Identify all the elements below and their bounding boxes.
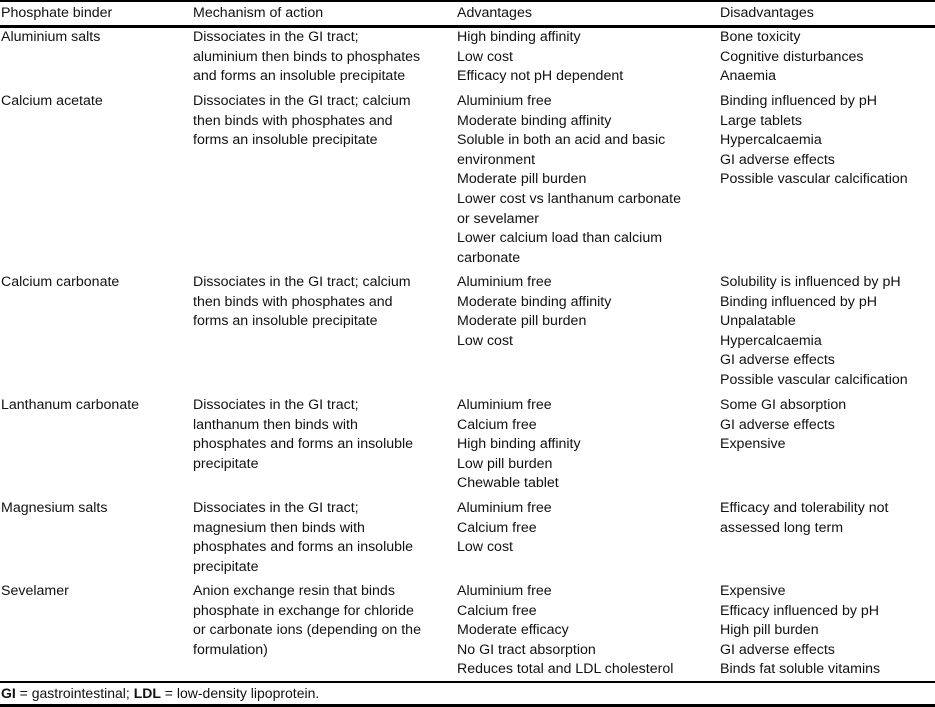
cell-line: or sevelamer xyxy=(457,210,540,227)
cell-line: Aluminium free xyxy=(457,274,552,290)
cell-line: Low cost xyxy=(457,539,513,556)
cell-disadvantages xyxy=(720,582,880,680)
cell-line: Aluminium free xyxy=(457,500,552,516)
cell-line: Unpalatable xyxy=(720,313,796,330)
header-advantages: Advantages xyxy=(457,5,532,21)
table-footnote xyxy=(1,684,319,703)
cell-line: Dissociates in the GI tract; calcium xyxy=(193,93,411,109)
cell-line: forms an insoluble precipitate xyxy=(193,132,378,149)
cell-line: GI adverse effects xyxy=(720,641,835,658)
cell-disadvantages xyxy=(720,92,908,190)
cell-line: Expensive xyxy=(720,436,786,453)
cell-line: Hypercalcaemia xyxy=(720,332,822,349)
cell-line: Bone toxicity xyxy=(720,29,801,45)
cell-line: precipitate xyxy=(193,558,259,575)
cell-line: Large tablets xyxy=(720,112,803,129)
cell-line: Possible vascular calcification xyxy=(720,171,908,188)
cell-line: precipitate xyxy=(193,455,259,472)
cell-line: GI adverse effects xyxy=(720,416,835,433)
cell-line: Efficacy and tolerability not xyxy=(720,500,889,516)
cell-line: Dissociates in the GI tract; xyxy=(193,500,359,516)
table-top-rule xyxy=(0,0,935,2)
cell-phosphate-binder xyxy=(1,273,119,293)
cell-line: forms an insoluble precipitate xyxy=(193,313,378,330)
cell-phosphate-binder xyxy=(1,92,103,112)
cell-line: Expensive xyxy=(720,583,786,599)
cell-line: Lanthanum carbonate xyxy=(1,397,140,413)
table-header-row xyxy=(0,4,935,24)
header-mechanism: Mechanism of action xyxy=(193,5,324,21)
cell-line: Efficacy influenced by pH xyxy=(720,602,880,619)
cell-disadvantages xyxy=(720,396,846,455)
cell-line: phosphates and forms an insoluble xyxy=(193,436,414,453)
cell-line: then binds with phosphates and xyxy=(193,112,393,129)
cell-line: or carbonate ions (depending on the xyxy=(193,622,421,639)
cell-line: Dissociates in the GI tract; calcium xyxy=(193,274,411,290)
cell-line: Aluminium free xyxy=(457,93,552,109)
cell-line: Dissociates in the GI tract; xyxy=(193,397,359,413)
cell-line: and forms an insoluble precipitate xyxy=(193,68,406,85)
cell-advantages xyxy=(457,28,623,87)
cell-line: phosphates and forms an insoluble xyxy=(193,539,414,556)
cell-line: Moderate efficacy xyxy=(457,622,569,639)
cell-line: aluminium then binds to phosphates xyxy=(193,48,421,65)
cell-phosphate-binder xyxy=(1,582,69,602)
cell-line: Hypercalcaemia xyxy=(720,132,822,149)
cell-line: Sevelamer xyxy=(1,583,69,599)
footnote-abbr-gi: GI xyxy=(1,685,16,701)
cell-phosphate-binder xyxy=(1,499,107,519)
cell-line: Anaemia xyxy=(720,68,776,85)
cell-line: formulation) xyxy=(193,641,268,658)
cell-advantages xyxy=(457,582,673,680)
footnote-def-ldl: = low-density lipoprotein. xyxy=(160,685,320,701)
cell-line: Low cost xyxy=(457,48,513,65)
cell-line: High binding affinity xyxy=(457,29,581,45)
cell-line: Dissociates in the GI tract; xyxy=(193,29,359,45)
cell-line: Moderate pill burden xyxy=(457,171,587,188)
cell-advantages xyxy=(457,396,581,494)
cell-line: Chewable tablet xyxy=(457,475,559,492)
header-disadvantages: Disadvantages xyxy=(720,5,814,21)
cell-phosphate-binder xyxy=(1,28,100,48)
cell-line: Calcium free xyxy=(457,602,537,619)
cell-line: Calcium acetate xyxy=(1,93,103,109)
cell-advantages xyxy=(457,499,552,558)
cell-disadvantages xyxy=(720,273,908,391)
cell-advantages xyxy=(457,92,681,268)
cell-line: Low cost xyxy=(457,332,513,349)
cell-line: Cognitive disturbances xyxy=(720,48,864,65)
cell-line: magnesium then binds with xyxy=(193,519,365,536)
cell-line: Magnesium salts xyxy=(1,500,108,516)
footnote-abbr-ldl: LDL xyxy=(133,685,161,701)
cell-line: Aluminium salts xyxy=(1,29,101,45)
cell-mechanism xyxy=(193,92,411,151)
cell-line: Some GI absorption xyxy=(720,397,847,413)
cell-line: No GI tract absorption xyxy=(457,641,596,658)
cell-line: Binding influenced by pH xyxy=(720,93,877,109)
table-body-end-rule xyxy=(0,681,935,683)
cell-line: assessed long term xyxy=(720,519,844,536)
cell-line: Aluminium free xyxy=(457,583,552,599)
cell-phosphate-binder xyxy=(1,396,139,416)
cell-line: Calcium carbonate xyxy=(1,274,120,290)
cell-line: Anion exchange resin that binds xyxy=(193,583,395,599)
cell-line: Aluminium free xyxy=(457,397,552,413)
cell-line: High pill burden xyxy=(720,622,819,639)
cell-line: High binding affinity xyxy=(457,436,581,453)
cell-mechanism xyxy=(193,582,421,660)
cell-advantages xyxy=(457,273,611,351)
cell-line: Calcium free xyxy=(457,416,537,433)
cell-disadvantages xyxy=(720,499,889,538)
cell-line: Lower calcium load than calcium xyxy=(457,230,663,247)
cell-line: then binds with phosphates and xyxy=(193,293,393,310)
footnote-def-gi: = gastrointestinal; xyxy=(15,685,134,701)
cell-line: Reduces total and LDL cholesterol xyxy=(457,661,674,678)
cell-line: GI adverse effects xyxy=(720,352,835,369)
cell-mechanism xyxy=(193,28,420,87)
cell-line: Moderate pill burden xyxy=(457,313,587,330)
cell-line: Efficacy not pH dependent xyxy=(457,68,624,85)
cell-mechanism xyxy=(193,273,411,332)
cell-line: phosphate in exchange for chloride xyxy=(193,602,414,619)
cell-line: Possible vascular calcification xyxy=(720,371,908,388)
cell-line: environment xyxy=(457,151,536,168)
cell-line: Binds fat soluble vitamins xyxy=(720,661,881,678)
cell-mechanism xyxy=(193,396,413,474)
cell-line: carbonate xyxy=(457,249,521,266)
cell-line: Lower cost vs lanthanum carbonate xyxy=(457,190,681,207)
cell-line: Solubility is influenced by pH xyxy=(720,274,901,290)
cell-line: Moderate binding affinity xyxy=(457,112,612,129)
cell-line: Soluble in both an acid and basic xyxy=(457,132,666,149)
cell-disadvantages xyxy=(720,28,864,87)
cell-line: Moderate binding affinity xyxy=(457,293,612,310)
cell-line: Binding influenced by pH xyxy=(720,293,877,310)
cell-line: Calcium free xyxy=(457,519,537,536)
cell-line: GI adverse effects xyxy=(720,151,835,168)
cell-line: lanthanum then binds with xyxy=(193,416,358,433)
cell-line: Low pill burden xyxy=(457,455,553,472)
cell-mechanism xyxy=(193,499,413,577)
header-phosphate-binder: Phosphate binder xyxy=(1,5,113,21)
